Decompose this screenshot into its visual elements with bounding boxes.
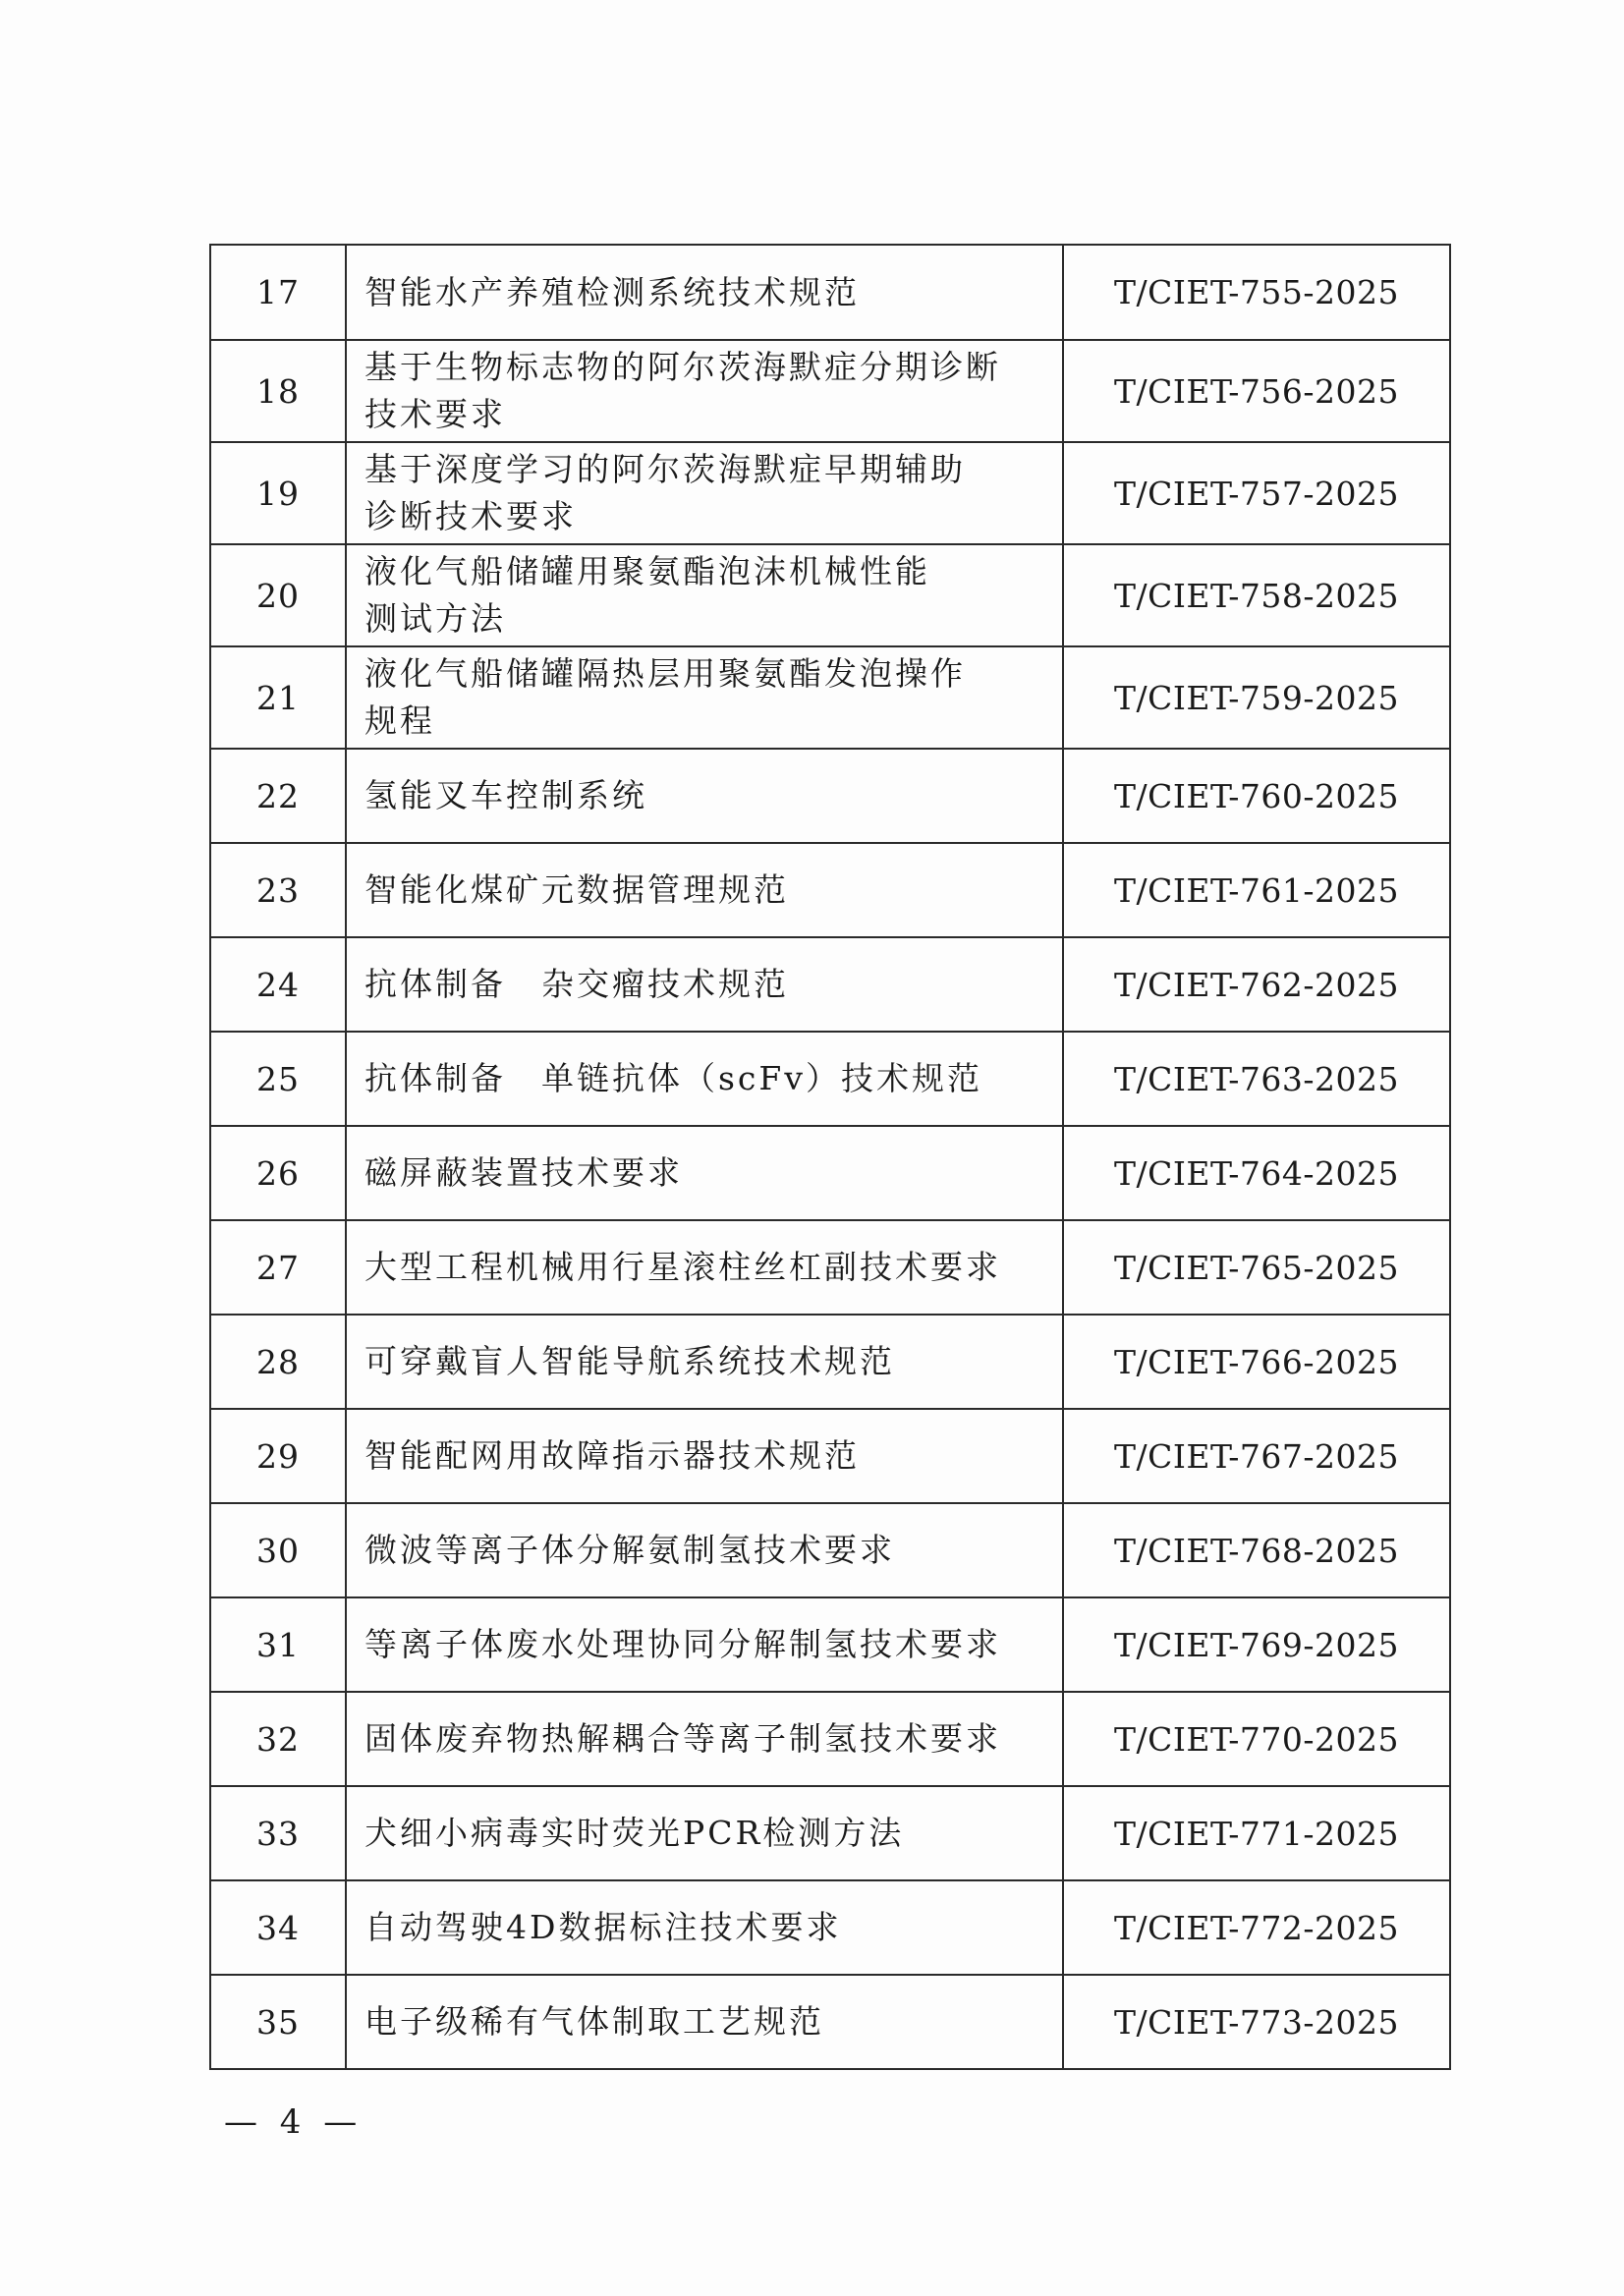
- standard-code: T/CIET-772-2025: [1063, 1880, 1450, 1975]
- standard-name-line: 智能水产养殖检测系统技术规范: [364, 272, 860, 311]
- standard-name-line: 可穿戴盲人智能导航系统技术规范: [364, 1342, 895, 1380]
- standard-name-line: 诊断技术要求: [364, 497, 577, 535]
- table-row: [210, 1032, 1450, 1126]
- standard-code: T/CIET-760-2025: [1063, 749, 1450, 843]
- table-row: [210, 442, 1450, 544]
- table-row: [210, 1409, 1450, 1503]
- standard-name: [346, 340, 1063, 442]
- standard-name-line: 基于生物标志物的阿尔茨海默症分期诊断: [364, 348, 1001, 386]
- row-number: 17: [210, 245, 346, 340]
- standard-name: [346, 1220, 1063, 1315]
- standard-code: T/CIET-759-2025: [1063, 646, 1450, 749]
- row-number: 21: [210, 646, 346, 749]
- row-number: 34: [210, 1880, 346, 1975]
- standard-name-line: 微波等离子体分解氨制氢技术要求: [364, 1531, 895, 1569]
- standard-name-line: 氢能叉车控制系统: [364, 776, 647, 814]
- row-number: 32: [210, 1692, 346, 1786]
- standard-name: [346, 1692, 1063, 1786]
- standard-code: T/CIET-756-2025: [1063, 340, 1450, 442]
- standard-name-line: 智能配网用故障指示器技术规范: [364, 1436, 860, 1475]
- standard-code: T/CIET-770-2025: [1063, 1692, 1450, 1786]
- standard-name-line: 液化气船储罐用聚氨酯泡沫机械性能: [364, 552, 930, 590]
- row-number: 22: [210, 749, 346, 843]
- standard-name: [346, 937, 1063, 1032]
- row-number: 24: [210, 937, 346, 1032]
- table-row: [210, 843, 1450, 937]
- row-number: 26: [210, 1126, 346, 1220]
- standard-name: [346, 544, 1063, 646]
- row-number: 30: [210, 1503, 346, 1597]
- standard-name: [346, 1315, 1063, 1409]
- standard-code: T/CIET-766-2025: [1063, 1315, 1450, 1409]
- row-number: 27: [210, 1220, 346, 1315]
- row-number: 29: [210, 1409, 346, 1503]
- table-row: [210, 1880, 1450, 1975]
- standard-name-line: 电子级稀有气体制取工艺规范: [364, 2002, 824, 2041]
- standard-name-line: 基于深度学习的阿尔茨海默症早期辅助: [364, 450, 966, 488]
- standards-table: [209, 244, 1451, 2070]
- standard-name-line: 测试方法: [364, 599, 506, 638]
- standard-name: [346, 1786, 1063, 1880]
- table-row: [210, 646, 1450, 749]
- standard-name-line: 液化气船储罐隔热层用聚氨酯发泡操作: [364, 654, 966, 693]
- standard-code: T/CIET-755-2025: [1063, 245, 1450, 340]
- table-row: [210, 245, 1450, 340]
- row-number: 19: [210, 442, 346, 544]
- table-row: [210, 749, 1450, 843]
- row-number: 20: [210, 544, 346, 646]
- table-row: [210, 1975, 1450, 2069]
- table-row: [210, 1315, 1450, 1409]
- standard-name-line: 固体废弃物热解耦合等离子制氢技术要求: [364, 1719, 1001, 1758]
- standard-name-line: 抗体制备 单链抗体（scFv）技术规范: [364, 1059, 982, 1097]
- row-number: 31: [210, 1597, 346, 1692]
- row-number: 35: [210, 1975, 346, 2069]
- standard-name: [346, 646, 1063, 749]
- standard-name-line: 磁屏蔽装置技术要求: [364, 1153, 683, 1192]
- table-row: [210, 1126, 1450, 1220]
- table-row: [210, 937, 1450, 1032]
- table-row: [210, 1692, 1450, 1786]
- table-row: [210, 340, 1450, 442]
- table-row: [210, 1786, 1450, 1880]
- standard-name-line: 抗体制备 杂交瘤技术规范: [364, 965, 789, 1003]
- standard-name-line: 技术要求: [364, 395, 506, 433]
- standard-code: T/CIET-765-2025: [1063, 1220, 1450, 1315]
- standard-name-line: 自动驾驶4D数据标注技术要求: [364, 1908, 842, 1946]
- standard-name: [346, 843, 1063, 937]
- row-number: 33: [210, 1786, 346, 1880]
- standard-code: T/CIET-767-2025: [1063, 1409, 1450, 1503]
- table-row: [210, 1503, 1450, 1597]
- standard-name: [346, 1032, 1063, 1126]
- standard-code: T/CIET-761-2025: [1063, 843, 1450, 937]
- standard-name-line: 犬细小病毒实时荧光PCR检测方法: [364, 1814, 905, 1852]
- table-row: [210, 1597, 1450, 1692]
- standards-table-body: [210, 245, 1450, 2069]
- standard-code: T/CIET-773-2025: [1063, 1975, 1450, 2069]
- table-row: [210, 544, 1450, 646]
- standard-name: [346, 1597, 1063, 1692]
- standard-code: T/CIET-764-2025: [1063, 1126, 1450, 1220]
- standard-name: [346, 1975, 1063, 2069]
- standard-name-line: 智能化煤矿元数据管理规范: [364, 870, 789, 909]
- standard-name: [346, 1503, 1063, 1597]
- row-number: 18: [210, 340, 346, 442]
- standard-code: T/CIET-763-2025: [1063, 1032, 1450, 1126]
- standard-code: T/CIET-758-2025: [1063, 544, 1450, 646]
- standard-code: T/CIET-769-2025: [1063, 1597, 1450, 1692]
- standard-name: [346, 1126, 1063, 1220]
- standard-name: [346, 442, 1063, 544]
- table-row: [210, 1220, 1450, 1315]
- standard-code: T/CIET-757-2025: [1063, 442, 1450, 544]
- standard-name: [346, 749, 1063, 843]
- standard-name: [346, 1880, 1063, 1975]
- standard-name-line: 规程: [364, 701, 435, 740]
- standard-code: T/CIET-771-2025: [1063, 1786, 1450, 1880]
- standard-name-line: 等离子体废水处理协同分解制氢技术要求: [364, 1625, 1001, 1663]
- standard-name: [346, 245, 1063, 340]
- row-number: 25: [210, 1032, 346, 1126]
- page-number: — 4 —: [224, 2102, 364, 2142]
- standard-name: [346, 1409, 1063, 1503]
- row-number: 28: [210, 1315, 346, 1409]
- row-number: 23: [210, 843, 346, 937]
- standard-code: T/CIET-762-2025: [1063, 937, 1450, 1032]
- standard-name-line: 大型工程机械用行星滚柱丝杠副技术要求: [364, 1248, 1001, 1286]
- standard-code: T/CIET-768-2025: [1063, 1503, 1450, 1597]
